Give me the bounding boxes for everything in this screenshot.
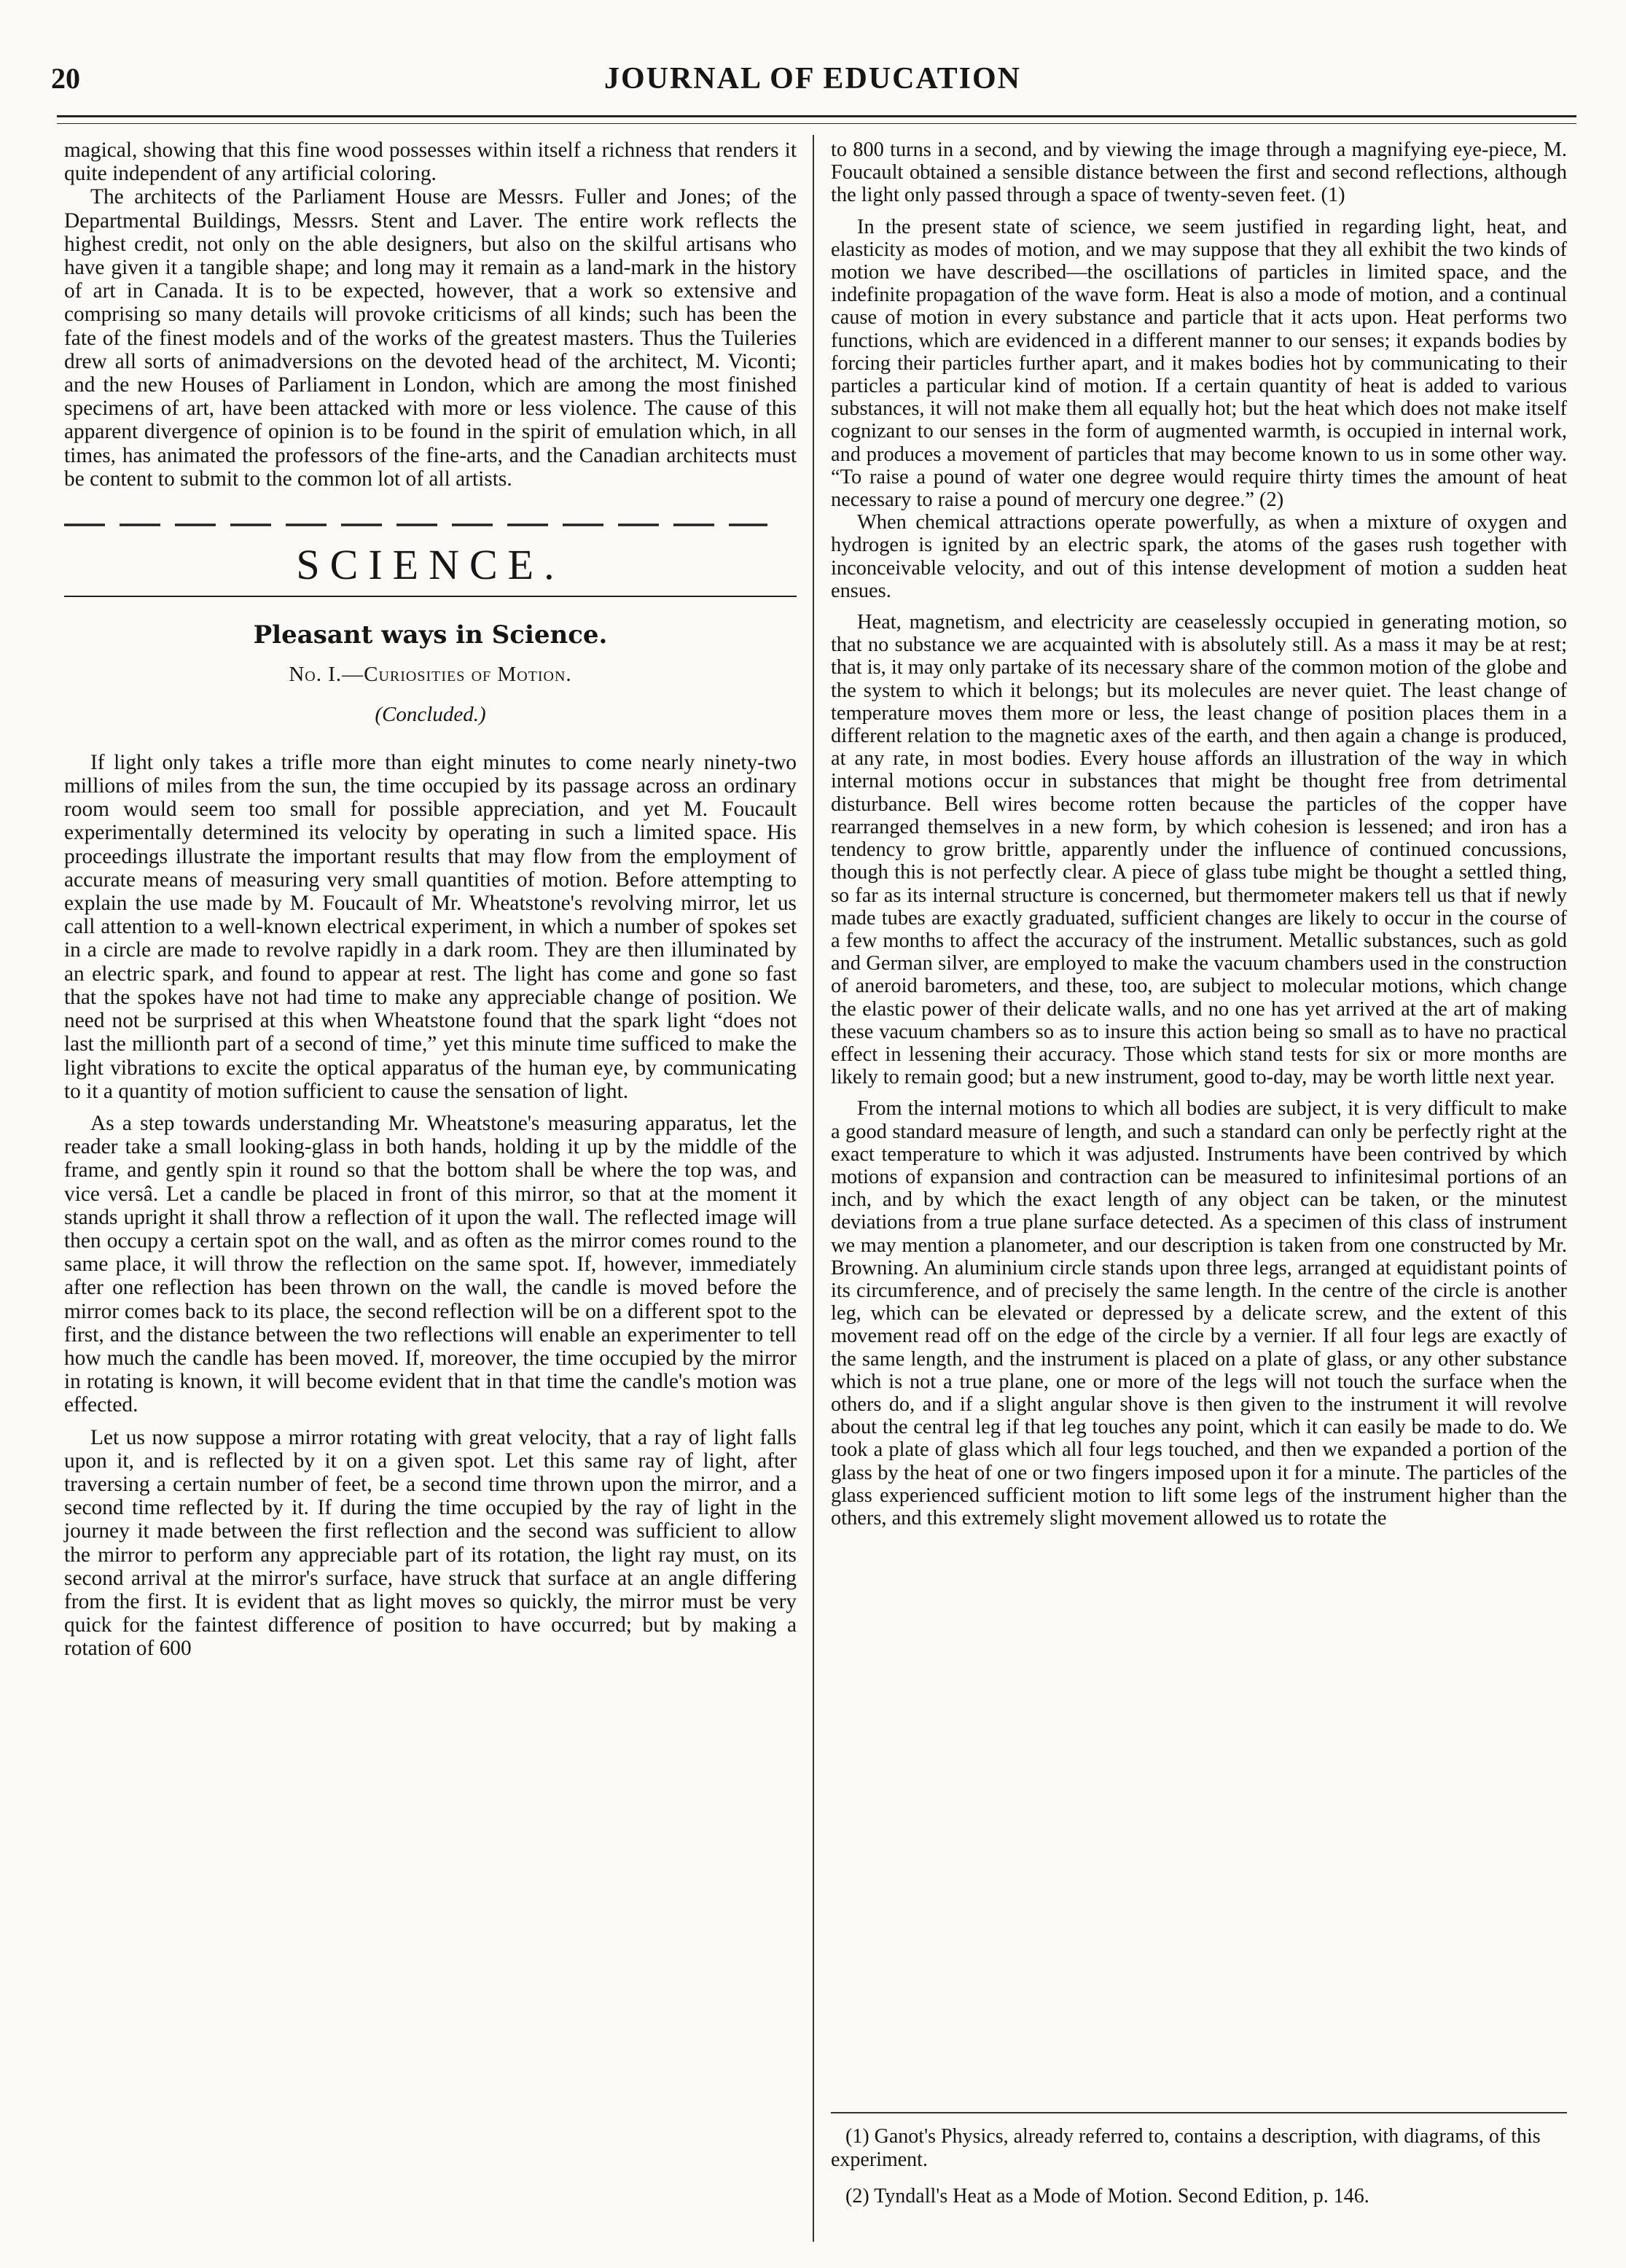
paragraph: The architects of the Parliament House are Messrs. Fuller and Jones; of the Departmental Buildings, Messrs. Stent and Laver. The entire work reflects the highest credit, not only on the able designers, but also on the skilful artisans who have given it a tangible shape; and long may it remain as a land-mark in the history of art in Canada. It is to be expected, however, that a work so extensive and comprising so many details will provoke criticisms of all kinds; such has been the fate of the finest models and of the works of the greatest masters. Thus the Tuileries drew all sorts of animadversions on the devoted head of the architect, M. Viconti; and the new Houses of Parliament in London, which are among the most finished specimens of art, have been attacked with more or less violence. The cause of this apparent divergence of opinion is to be found in the spirit of emulation which, in all times, has animated the professors of the fine-arts, and the Canadian architects must be content to submit to the common lot of all artists. [64,185,797,491]
paragraph: to 800 turns in a second, and by viewing the image through a magnifying eye-piece, M. Foucault obtained a sensible distance between the first and second reflections, although the light only passed through a space of twenty-seven feet. (1) [831,139,1567,207]
paragraph: Heat, magnetism, and electricity are ceaselessly occupied in generating motion, so that no substance we are acquainted with is absolutely still. As a mass it may be at rest; that is, it may only partake of its necessary share of the common motion of the globe and the system to which it belongs; but its molecules are never quiet. The least change of temperature moves them more or less, the least change of position places them in a different relation to the magnetic axes of the earth, and then again a change is produced, at any rate, in most bodies. Every house affords an illustration of the way in which internal motions occur in substances that might be thought free from detrimental disturbance. Bell wires become rotten because the particles of the copper have rearranged themselves in a new form, by which cohesion is lessened; and iron has a tendency to grow brittle, apparently under the influence of continued concussions, though this is not perfectly clear. A piece of glass tube might be thought a settled thing, so far as its internal structure is concerned, but thermometer makers tell us that if newly made tubes are exactly graduated, sufficient changes are likely to occur in the course of a few months to affect the accuracy of the instrument. Metallic substances, such as gold and German silver, are employed to make the vacuum chambers used in the construction of aneroid barometers, and these, too, are subject to molecular motions, which change the elastic power of their delicate walls, and no one has yet arrived at the art of making these vacuum chambers so as to insure this action being so small as to have no practical effect in lessening their accuracy. Those which stand tests for six or more months are likely to remain good; but a new instrument, good to-day, may be worth little next year. [831,611,1567,1089]
journal-title: JOURNAL OF EDUCATION [603,62,1022,96]
section-rule [64,596,797,597]
footnotes [831,2125,1567,2221]
footnote-rule [831,2112,1567,2113]
paragraph: If light only takes a trifle more than eight minutes to come nearly ninety-two millions of miles from the sun, the time occupied by its passage across an ordinary room would seem too small for possible appreciation, and yet M. Foucault experimentally determined its velocity by operating in such a limited space. His proceedings illustrate the important results that may flow from the employment of accurate means of measuring very small quantities of motion. Before attempting to explain the use made by M. Foucault of Mr. Wheatstone's revolving mirror, let us call attention to a well-known electrical experiment, in which a number of spokes set in a circle are made to revolve rapidly in a dark room. They are then illuminated by an electric spark, and found to appear at rest. The light has come and gone so fast that the spokes have not had time to make any appreciable change of position. We need not be surprised at this when Wheatstone found that the spark light “does not last the millionth part of a second of time,” yet this minute time sufficed to make the light vibrations to excite the optical apparatus of the human eye, by communicating to it a quantity of motion sufficient to cause the sensation of light. [64,750,797,1103]
header-rule [57,115,1576,124]
footnote: (1) Ganot's Physics, already referred to, contains a description, with diagrams, of this experiment. [831,2125,1541,2171]
article-note: (Concluded.) [375,702,486,726]
page-number: 20 [51,62,80,95]
page-header [51,57,1574,108]
right-column [831,139,1567,1529]
paragraph: When chemical attractions operate powerfully, as when a mixture of oxygen and hydrogen is ignited by an electric spark, the atoms of the gases rush together with inconceivable velocity, and out of this intense development of motion a sudden heat ensues. [831,511,1567,602]
footnote: (2) Tyndall's Heat as a Mode of Motion. Second Edition, p. 146. [845,2185,1369,2207]
left-column [64,139,797,1661]
paragraph: Let us now suppose a mirror rotating with great velocity, that a ray of light falls upon it, and is reflected by it on a given spot. Let this same ray of light, after traversing a certain number of feet, be a second time thrown upon the mirror, and a second time reflected by it. If during the time occupied by the ray of light in the journey it made between the first reflection and the second was sufficient to allow the mirror to perform any appreciable part of its rotation, the light ray must, on its second arrival at the mirror's surface, have struck that surface at an angle differing from the first. It is evident that as light moves so quickly, the mirror must be very quick for the faintest difference of position to have occurred; but by making a rotation of 600 [64,1425,797,1661]
article-title: Pleasant ways in Science. [253,620,608,650]
column-divider [813,135,814,2242]
paragraph: As a step towards understanding Mr. Wheatstone's measuring apparatus, let the reader take a small looking-glass in both hands, holding it up by the middle of the frame, and gently spin it round so that the bottom shall be where the top was, and vice versâ. Let a candle be placed in front of this mirror, so that at the moment it stands upright it shall throw a reflection of it upon the wall. The reflected image will then occupy a certain spot on the wall, and as often as the mirror comes round to the same place, it will throw the reflection on the same spot. If, however, immediately after one reflection has been thrown on the wall, the candle is moved before the mirror comes back to its place, the second reflection will be on a different spot to the first, and the distance between the two reflections will enable an experimenter to tell how much the candle has been moved. If, moreover, the time occupied by the mirror in rotating is known, it will become evident that in that time the candle's motion was effected. [64,1111,797,1417]
section-heading: SCIENCE. [296,541,565,589]
article-subtitle: No. I.—Curiosities of Motion. [289,663,572,687]
paragraph: magical, showing that this fine wood possesses within itself a richness that renders it quite independent of any artificial coloring. [64,139,797,186]
paragraph: From the internal motions to which all bodies are subject, it is very difficult to make a good standard measure of length, and such a standard can only be perfectly right at the exact temperature to which it was adjusted. Instruments have been contrived by which motions of expansion and contraction can be measured to infinitesimal portions of an inch, and by which the exact length of any object can be taken, or the minutest deviations from a true plane surface detected. As a specimen of this class of instrument we may mention a planometer, and our description is taken from one constructed by Mr. Browning. An aluminium circle stands upon three legs, arranged at equidistant points of its circumference, and of precisely the same length. In the centre of the circle is another leg, which can be elevated or depressed by a delicate screw, and the extent of this movement read off on the edge of the circle by a vernier. If all four legs are exactly of the same length, and the instrument is placed on a plate of glass, or any other substance which is not a true plane, one or more of the legs will not touch the surface when the others do, and if a slight angular shove is then given to the instrument it will revolve about the central leg if that leg touches any point, which it can easily be made to do. We took a plate of glass which all four legs touched, and then we expanded a portion of the glass by the heat of one or two fingers imposed upon it for a minute. The particles of the glass experienced sufficient motion to lift some legs of the instrument higher than the others, and this extremely slight movement allowed us to rotate the [831,1097,1567,1529]
paragraph: In the present state of science, we seem justified in regarding light, heat, and elasticity as modes of motion, and we may suppose that they all exhibit the two kinds of motion we have described—the oscillations of particles in limited space, and the indefinite propagation of the wave form. Heat is also a mode of motion, and a continual cause of motion in every substance and particle that it acts upon. Heat performs two functions, which are evidenced in a different manner to our senses; it expands bodies by forcing their particles further apart, and it makes bodies hot by communicating to their particles a particular kind of motion. If a certain quantity of heat is added to various substances, it will not make them all equally hot; but the heat which does not make itself cognizant to our senses in the form of augmented warmth, is occupied in internal work, and produces a movement of particles that may become known to us in some other way. “To raise a pound of water one degree would require thirty times the amount of heat necessary to raise a pound of mercury one degree.” (2) [831,215,1567,512]
section-divider [64,523,767,526]
